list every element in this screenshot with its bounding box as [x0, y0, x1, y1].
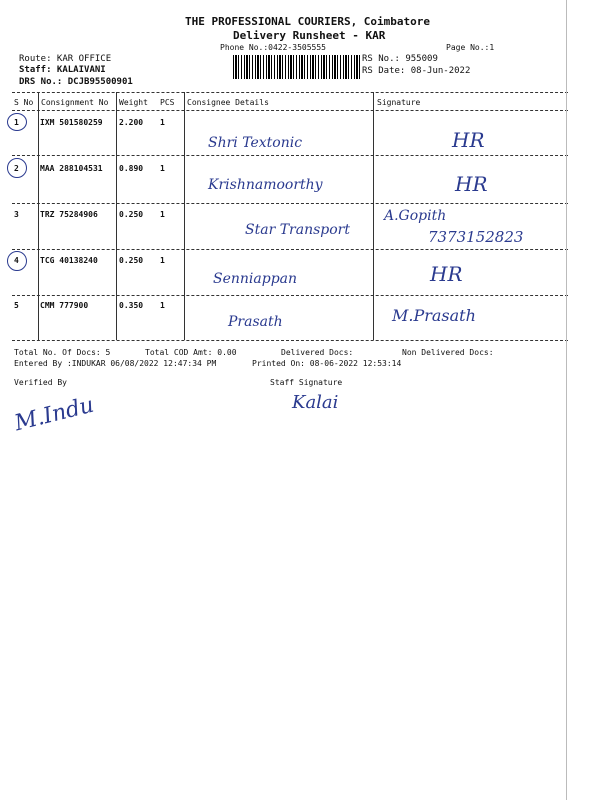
document-title: Delivery Runsheet - KAR [233, 29, 386, 42]
page-number: Page No.:1 [446, 43, 495, 52]
route-label: Route: KAR OFFICE [19, 54, 112, 64]
row-sno: 1 [14, 118, 19, 127]
col-header-sno: S No [14, 98, 34, 107]
total-docs: Total No. Of Docs: 5 [14, 348, 111, 357]
row-divider [12, 155, 568, 156]
row-consignment: MAA 288104531 [40, 164, 103, 173]
col-header-consignee: Consignee Details [187, 98, 269, 107]
row-sno: 3 [14, 210, 19, 219]
header-bottom-rule [12, 110, 568, 111]
rs-number: RS No.: 955009 [362, 54, 438, 64]
row-signature-handwritten: HR [430, 262, 463, 286]
row-pcs: 1 [160, 164, 165, 173]
row-signature-handwritten: A.Gopith [384, 208, 447, 224]
row-consignment: IXM 501580259 [40, 118, 103, 127]
column-divider [38, 92, 39, 340]
row-sno: 5 [14, 301, 19, 310]
total-cod: Total COD Amt: 0.00 [145, 348, 237, 357]
phone-number: Phone No.:0422-3505555 [220, 43, 326, 52]
rs-date: RS Date: 08-Jun-2022 [362, 66, 471, 76]
staff-label: Staff: KALAIVANI [19, 65, 106, 75]
row-weight: 0.890 [119, 164, 144, 173]
row-signature-handwritten: HR [452, 128, 485, 152]
row-pcs: 1 [160, 301, 165, 310]
row-pcs: 1 [160, 256, 165, 265]
row-consignee-handwritten: Senniappan [213, 271, 298, 287]
col-header-signature: Signature [377, 98, 421, 107]
table-bottom-rule [12, 340, 568, 341]
row-pcs: 1 [160, 118, 165, 127]
row-signature-phone: 7373152823 [428, 228, 524, 246]
row-pcs: 1 [160, 210, 165, 219]
company-name: THE PROFESSIONAL COURIERS, Coimbatore [185, 15, 431, 28]
row-consignee-handwritten: Prasath [228, 314, 283, 330]
staff-signature-label: Staff Signature [270, 378, 343, 387]
column-divider [184, 92, 185, 340]
barcode-image [233, 55, 360, 79]
row-weight: 0.250 [119, 256, 144, 265]
page-edge [566, 0, 567, 800]
row-sno: 4 [14, 256, 19, 265]
entered-by: Entered By :INDUKAR 06/08/2022 12:47:34 PM [14, 359, 217, 368]
row-consignee-handwritten: Star Transport [245, 222, 350, 238]
row-consignment: TCG 40138240 [40, 256, 98, 265]
verified-by-label: Verified By [14, 378, 67, 387]
row-consignment: TRZ 75284906 [40, 210, 98, 219]
col-header-pcs: PCS [160, 98, 175, 107]
row-divider [12, 295, 568, 296]
drs-number: DRS No.: DCJB95500901 [19, 77, 133, 87]
row-consignee-handwritten: Shri Textonic [208, 135, 303, 151]
staff-signature: Kalai [292, 392, 339, 413]
row-divider [12, 203, 568, 204]
column-divider [116, 92, 117, 340]
row-signature-handwritten: HR [455, 172, 488, 196]
table-top-rule [12, 92, 568, 93]
row-divider [12, 249, 568, 250]
col-header-consignment: Consignment No [41, 98, 109, 107]
col-header-weight: Weight [119, 98, 148, 107]
row-weight: 0.250 [119, 210, 144, 219]
verified-signature: M.Indu [12, 392, 97, 437]
non-delivered-docs: Non Delivered Docs: [402, 348, 494, 357]
row-weight: 0.350 [119, 301, 144, 310]
printed-on: Printed On: 08-06-2022 12:53:14 [252, 359, 402, 368]
row-consignment: CMM 777900 [40, 301, 89, 310]
row-sno: 2 [14, 164, 19, 173]
row-signature-handwritten: M.Prasath [392, 306, 476, 325]
row-consignee-handwritten: Krishnamoorthy [208, 177, 323, 193]
row-weight: 2.200 [119, 118, 144, 127]
delivered-docs: Delivered Docs: [281, 348, 354, 357]
column-divider [373, 92, 374, 340]
